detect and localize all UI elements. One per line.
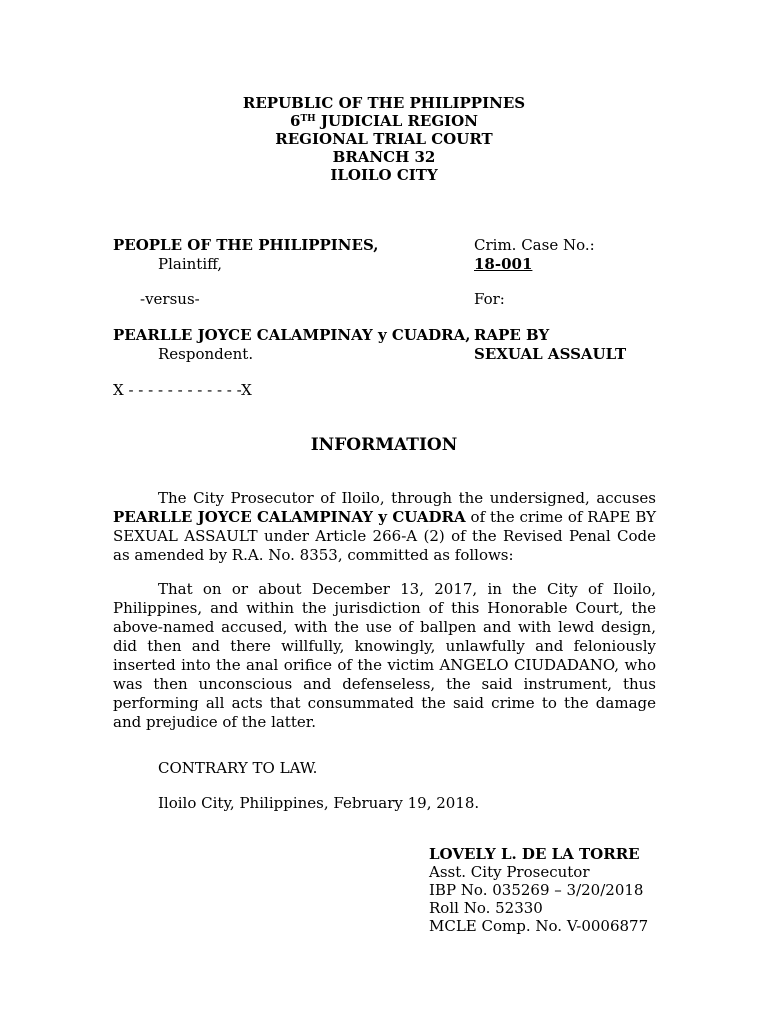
- charge-line-2: SEXUAL ASSAULT: [474, 345, 627, 363]
- header-city: ILOILO CITY: [330, 166, 438, 184]
- prosecutor-name: LOVELY L. DE LA TORRE: [429, 845, 640, 863]
- signature-block: [429, 845, 648, 935]
- versus-label: -versus-: [140, 290, 200, 308]
- plaintiff-name: PEOPLE OF THE PHILIPPINES,: [113, 236, 379, 254]
- charge-line-1: RAPE BY: [474, 326, 550, 344]
- ibp-number: IBP No. 035269 – 3/20/2018: [429, 881, 644, 899]
- mcle-number: MCLE Comp. No. V-0006877: [429, 917, 649, 935]
- paragraph-accusation: The City Prosecutor of Iloilo, through the undersigned, accuses PEARLLE JOYCE CALAMPINAY y CUADRA of the crime of RAPE BY SEXUAL ASSAULT under Article 266-A (2) of the Revised Penal Code as amended by R.A. No. 8353, committed as follows:: [113, 489, 656, 564]
- paragraph-facts: That on or about December 13, 2017, in the City of Iloilo, Philippines, and within the jurisdiction of this Honorable Court, the above-named accused, with the use of ballpen and with lewd design, did then and there willfully, knowingly, unlawfully and feloniously inserted into the anal orifice of the victim ANGELO CIUDADANO, who was then unconscious and defenseless, the said instrument, thus performing all acts that consummated the said crime to the damage and prejudice of the latter.: [113, 580, 656, 731]
- header-branch: BRANCH 32: [332, 148, 436, 166]
- header-republic: REPUBLIC OF THE PHILIPPINES: [242, 94, 526, 112]
- caption-separator: X - - - - - - - - - - - -X: [113, 381, 252, 399]
- accused-name: PEARLLE JOYCE CALAMPINAY y CUADRA: [113, 508, 466, 526]
- roll-number: Roll No. 52330: [429, 899, 543, 917]
- place-and-date: Iloilo City, Philippines, February 19, 2018.: [158, 794, 480, 812]
- contrary-to-law: CONTRARY TO LAW.: [158, 759, 318, 777]
- respondent-name: PEARLLE JOYCE CALAMPINAY y CUADRA,: [113, 326, 471, 344]
- for-label: For:: [474, 290, 505, 308]
- court-header: [0, 94, 768, 184]
- case-number-label: Crim. Case No.:: [474, 236, 595, 254]
- header-judicial-region: 6TH JUDICIAL REGION: [290, 112, 478, 130]
- header-court: REGIONAL TRIAL COURT: [275, 130, 493, 148]
- document-title: INFORMATION: [310, 435, 458, 455]
- prosecutor-position: Asst. City Prosecutor: [429, 863, 590, 881]
- plaintiff-role: Plaintiff,: [158, 255, 223, 273]
- case-number: 18-001: [474, 255, 533, 273]
- respondent-role: Respondent.: [158, 345, 254, 363]
